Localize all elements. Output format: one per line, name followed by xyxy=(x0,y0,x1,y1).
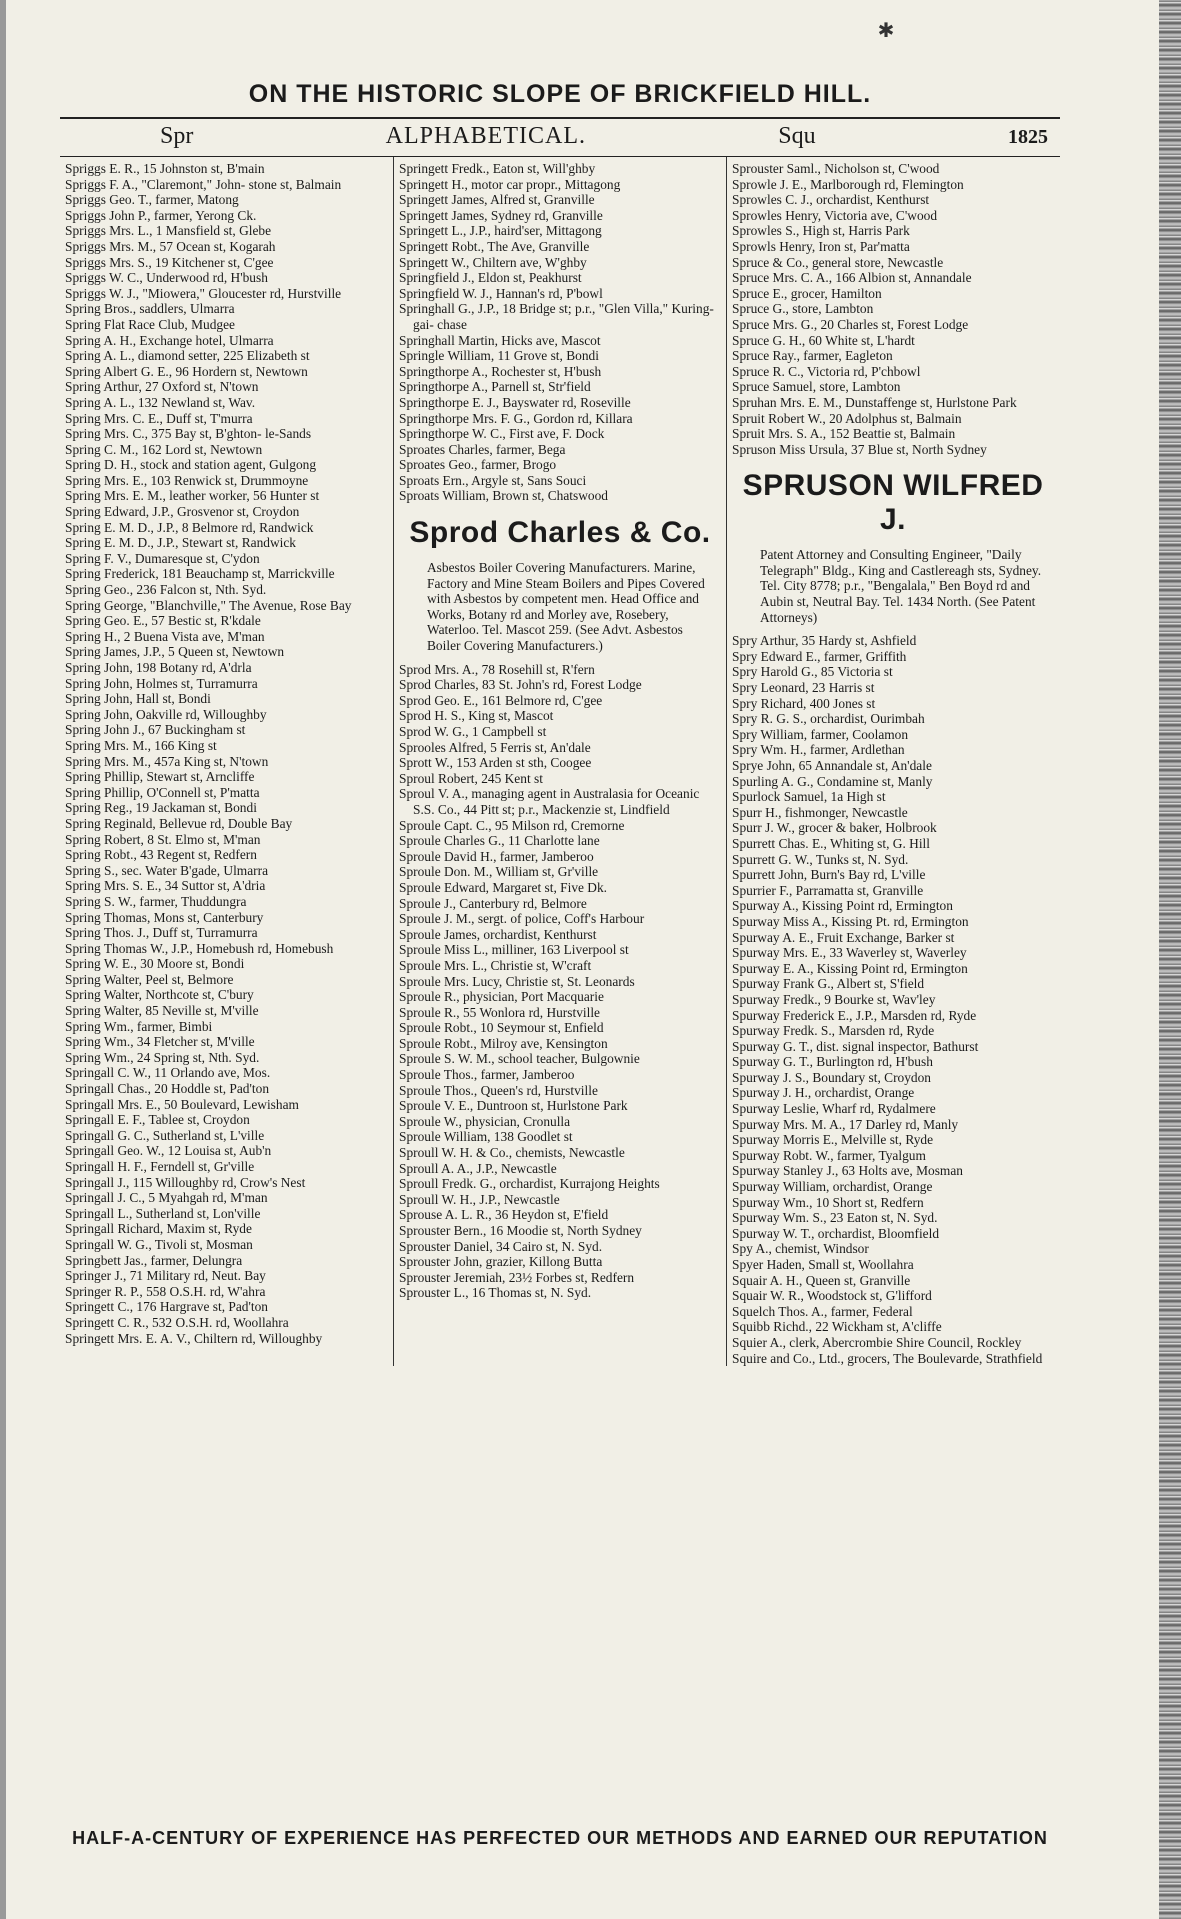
directory-entry: Springthorpe W. C., First ave, F. Dock xyxy=(399,426,605,442)
directory-entry: Spring Bros., saddlers, Ulmarra xyxy=(65,301,235,317)
directory-entry: Springall Chas., 20 Hoddle st, Pad'ton xyxy=(65,1081,270,1097)
directory-entry: Spring Robt., 43 Regent st, Redfern xyxy=(65,847,257,863)
directory-entry: Spruce R. C., Victoria rd, P'chbowl xyxy=(732,363,921,379)
directory-entry: Springall J. C., 5 Myahgah rd, M'man xyxy=(65,1190,268,1206)
directory-entry: Spurway Stanley J., 63 Holts ave, Mosman xyxy=(732,1163,963,1179)
directory-entry: Springall C. W., 11 Orlando ave, Mos. xyxy=(65,1065,271,1081)
directory-entry: Spring Walter, 85 Neville st, M'ville xyxy=(65,1003,259,1019)
directory-entry: Spruhan Mrs. E. M., Dunstaffenge st, Hurlstone Park xyxy=(732,394,1017,410)
directory-entry: Squelch Thos. A., farmer, Federal xyxy=(732,1303,913,1319)
directory-entry: Spriggs Mrs. S., 19 Kitchener st, C'gee xyxy=(65,254,274,270)
directory-entry: Spriggs F. A., "Claremont," John- stone st, Balmain xyxy=(65,176,342,192)
directory-entry: Spruce Mrs. G., 20 Charles st, Forest Lodge xyxy=(732,316,969,332)
directory-entry: Spurlock Samuel, 1a High st xyxy=(732,789,886,805)
directory-entry: Spurrett G. W., Tunks st, N. Syd. xyxy=(732,851,909,867)
directory-entry: Spry Leonard, 23 Harris st xyxy=(732,680,875,696)
directory-entry: Springett Mrs. E. A. V., Chiltern rd, Willoughby xyxy=(65,1330,323,1346)
directory-entry: Spring Mrs. E., 103 Renwick st, Drummoyne xyxy=(65,472,309,488)
directory-entry: Spurway G. T., dist. signal inspector, Bathurst xyxy=(732,1038,979,1054)
page-right-edge xyxy=(1159,0,1181,1919)
directory-entry: Spurway Fredk., 9 Bourke st, Wav'ley xyxy=(732,991,936,1007)
directory-entry: Springett C. R., 532 O.S.H. rd, Woollahra xyxy=(65,1314,289,1330)
directory-entry: Sproule Mrs. Lucy, Christie st, St. Leonards xyxy=(399,973,635,989)
directory-entry: Spriggs W. J., "Miowera," Gloucester rd, Hurstville xyxy=(65,285,342,301)
column-2 xyxy=(393,157,726,1366)
directory-entry: Springhall G., J.P., 18 Bridge st; p.r., "Glen Villa," Kuring-gai- chase xyxy=(399,301,714,332)
directory-entry: Spriggs W. C., Underwood rd, H'bush xyxy=(65,270,268,286)
directory-entry: Spring Arthur, 27 Oxford st, N'town xyxy=(65,379,259,395)
directory-entry: Spurway E. A., Kissing Point rd, Ermington xyxy=(732,960,968,976)
directory-entry: Sprouster L., 16 Thomas st, N. Syd. xyxy=(399,1285,592,1301)
directory-entry: Spring Reg., 19 Jackaman st, Bondi xyxy=(65,800,257,816)
column-3-bottom xyxy=(732,633,1054,1366)
directory-entry: Spring Reginald, Bellevue rd, Double Bay xyxy=(65,815,293,831)
directory-entry: Sprod H. S., King st, Mascot xyxy=(399,708,554,724)
directory-entry: Springett H., motor car propr., Mittagong xyxy=(399,176,621,192)
directory-entry: Spring Thomas W., J.P., Homebush rd, Homebush xyxy=(65,940,334,956)
directory-entry: Spurr J. W., grocer & baker, Holbrook xyxy=(732,820,937,836)
directory-entry: Spurway William, orchardist, Orange xyxy=(732,1179,933,1195)
running-head-center: ALPHABETICAL. xyxy=(385,123,586,149)
directory-entry: Spurway A. E., Fruit Exchange, Barker st xyxy=(732,929,955,945)
directory-entry: Sproul V. A., managing agent in Australasia for Oceanic S.S. Co., 44 Pitt st; p.r., Mackenzie st, Lindfield xyxy=(399,786,700,817)
directory-entry: Springthorpe A., Rochester st, H'bush xyxy=(399,363,602,379)
directory-entry: Sprowles Henry, Victoria ave, C'wood xyxy=(732,207,938,223)
directory-entry: Spring Geo., 236 Falcon st, Nth. Syd. xyxy=(65,582,267,598)
directory-entry: Sproule R., 55 Wonlora rd, Hurstville xyxy=(399,1004,601,1020)
directory-entry: Squair W. R., Woodstock st, G'lifford xyxy=(732,1288,932,1304)
directory-entry: Springett Robt., The Ave, Granville xyxy=(399,238,590,254)
directory-entry: Spring Albert G. E., 96 Hordern st, Newtown xyxy=(65,363,308,379)
directory-entry: Sprowle J. E., Marlborough rd, Flemington xyxy=(732,176,964,192)
directory-entry: Spurway Mrs. M. A., 17 Darley rd, Manly xyxy=(732,1116,959,1132)
directory-entry: Spruce G. H., 60 White st, L'hardt xyxy=(732,332,915,348)
column-2-bottom xyxy=(399,662,721,1301)
directory-entry: Spring John, Holmes st, Turramurra xyxy=(65,675,258,691)
directory-entry: Sproule W., physician, Cronulla xyxy=(399,1113,571,1129)
directory-entry: Spurrett John, Burn's Bay rd, L'ville xyxy=(732,867,926,883)
directory-entry: Spring Mrs. S. E., 34 Suttor st, A'dria xyxy=(65,878,266,894)
directory-entry: Springthorpe E. J., Bayswater rd, Roseville xyxy=(399,394,631,410)
directory-entry: Sprowles S., High st, Harris Park xyxy=(732,223,910,239)
directory-entry: Spurway W. T., orchardist, Bloomfield xyxy=(732,1225,940,1241)
directory-entry: Springall Richard, Maxim st, Ryde xyxy=(65,1221,252,1237)
directory-entry: Spring Frederick, 181 Beauchamp st, Marrickville xyxy=(65,566,335,582)
directory-entry: Springall W. G., Tivoli st, Mosman xyxy=(65,1236,253,1252)
directory-entry: Sproule Edward, Margaret st, Five Dk. xyxy=(399,879,608,895)
directory-entry: Spurway Wm. S., 23 Eaton st, N. Syd. xyxy=(732,1210,938,1226)
directory-page xyxy=(60,80,1060,1860)
directory-entry: Spurr H., fishmonger, Newcastle xyxy=(732,804,908,820)
directory-entry: Springett C., 176 Hargrave st, Pad'ton xyxy=(65,1299,269,1315)
spruson-ad-body: Patent Attorney and Consulting Engineer, "Daily Telegraph" Bldg., King and Castlereagh sts, Sydney. Tel. City 8778; p.r., "Bengalala," Ben Boyd rd and Aubin st, Neutral Bay. Tel. 1434 North. (See Patent Attorneys) xyxy=(760,547,1042,625)
directory-entry: Springbett Jas., farmer, Delungra xyxy=(65,1252,243,1268)
directory-entry: Spring Mrs. C., 375 Bay st, B'ghton- le-Sands xyxy=(65,426,312,442)
directory-entry: Spurway Mrs. E., 33 Waverley st, Waverley xyxy=(732,945,967,961)
directory-entry: Spurway J. H., orchardist, Orange xyxy=(732,1085,915,1101)
directory-entry: Spring S., sec. Water B'gade, Ulmarra xyxy=(65,862,269,878)
directory-entry: Spring F. V., Dumaresque st, C'ydon xyxy=(65,550,260,566)
directory-entry: Spring C. M., 162 Lord st, Newtown xyxy=(65,441,263,457)
directory-entry: Sproule Don. M., William st, Gr'ville xyxy=(399,864,599,880)
directory-entry: Spruce Samuel, store, Lambton xyxy=(732,379,901,395)
directory-entry: Spring Edward, J.P., Grosvenor st, Croydon xyxy=(65,504,300,520)
directory-entry: Spring Wm., farmer, Bimbi xyxy=(65,1018,213,1034)
directory-entry: Spurway Leslie, Wharf rd, Rydalmere xyxy=(732,1101,936,1117)
directory-entry: Springall H. F., Ferndell st, Gr'ville xyxy=(65,1159,255,1174)
directory-entry: Sproull A. A., J.P., Newcastle xyxy=(399,1160,557,1176)
directory-entry: Spurway Frank G., Albert st, S'field xyxy=(732,976,925,992)
directory-entry: Spring S. W., farmer, Thuddungra xyxy=(65,893,247,909)
directory-entry: Springthorpe A., Parnell st, Str'field xyxy=(399,379,591,395)
directory-entry: Spring John, Oakville rd, Willoughby xyxy=(65,706,267,722)
directory-entry: Squibb Richd., 22 Wickham st, A'cliffe xyxy=(732,1319,942,1335)
directory-entry: Spriggs Mrs. M., 57 Ocean st, Kogarah xyxy=(65,238,276,254)
directory-entry: Sprouster Saml., Nicholson st, C'wood xyxy=(732,161,940,176)
directory-entry: Springall E. F., Tablee st, Croydon xyxy=(65,1112,250,1128)
directory-entry: Sproule Robt., 10 Seymour st, Enfield xyxy=(399,1020,604,1036)
directory-entry: Sprowles C. J., orchardist, Kenthurst xyxy=(732,192,930,208)
directory-entry: Springer J., 71 Military rd, Neut. Bay xyxy=(65,1268,266,1284)
directory-entry: Springall Mrs. E., 50 Boulevard, Lewisham xyxy=(65,1096,299,1112)
directory-entry: Sproule Charles G., 11 Charlotte lane xyxy=(399,833,600,849)
directory-entry: Spring Mrs. E. M., leather worker, 56 Hunter st xyxy=(65,488,320,504)
directory-entry: Springett James, Sydney rd, Granville xyxy=(399,207,603,223)
directory-entry: Springfield J., Eldon st, Peakhurst xyxy=(399,270,582,286)
directory-entry: Spry Arthur, 35 Hardy st, Ashfield xyxy=(732,633,917,649)
directory-entry: Spurway Miss A., Kissing Pt. rd, Ermington xyxy=(732,913,969,929)
sprod-ad-title: Sprod Charles & Co. xyxy=(409,516,711,550)
directory-entry: Spring Wm., 34 Fletcher st, M'ville xyxy=(65,1034,255,1050)
directory-entry: Sproull W. H. & Co., chemists, Newcastle xyxy=(399,1145,625,1161)
directory-entry: Spy A., chemist, Windsor xyxy=(732,1241,869,1257)
directory-entry: Sproats William, Brown st, Chatswood xyxy=(399,488,608,504)
directory-entry: Spry Wm. H., farmer, Ardlethan xyxy=(732,742,905,758)
directory-entry: Sproule Thos., Queen's rd, Hurstville xyxy=(399,1082,598,1098)
directory-entry: Sprod W. G., 1 Campbell st xyxy=(399,724,547,739)
directory-entry: Sproule S. W. M., school teacher, Bulgownie xyxy=(399,1051,640,1067)
directory-entry: Sprowls Henry, Iron st, Par'matta xyxy=(732,238,910,254)
directory-entry: Springle William, 11 Grove st, Bondi xyxy=(399,348,599,364)
directory-entry: Spurway A., Kissing Point rd, Ermington xyxy=(732,898,953,914)
directory-entry: Spring Geo. E., 57 Bestic st, R'kdale xyxy=(65,613,261,629)
directory-entry: Spring Walter, Northcote st, C'bury xyxy=(65,987,254,1003)
directory-entry: Sprod Geo. E., 161 Belmore rd, C'gee xyxy=(399,692,603,708)
directory-entry: Sprouster John, grazier, Killong Butta xyxy=(399,1254,603,1270)
directory-entry: Spurway J. S., Boundary st, Croydon xyxy=(732,1069,932,1085)
directory-entry: Springett Fredk., Eaton st, Will'ghby xyxy=(399,161,596,176)
directory-entry: Sproule V. E., Duntroon st, Hurlstone Park xyxy=(399,1098,628,1114)
bottom-banner: HALF-A-CENTURY OF EXPERIENCE HAS PERFECTED OUR METHODS AND EARNED OUR REPUTATION xyxy=(72,1828,1048,1848)
top-banner: ON THE HISTORIC SLOPE OF BRICKFIELD HILL. xyxy=(248,80,872,108)
directory-entry: Spriggs John P., farmer, Yerong Ck. xyxy=(65,207,257,223)
column-1 xyxy=(60,157,393,1366)
directory-entry: Spring A. L., 132 Newland st, Wav. xyxy=(65,394,256,410)
directory-entry: Sproull W. H., J.P., Newcastle xyxy=(399,1191,560,1207)
directory-entry: Sproule J. M., sergt. of police, Coff's Harbour xyxy=(399,911,645,927)
directory-entry: Springhall Martin, Hicks ave, Mascot xyxy=(399,332,601,348)
directory-entry: Sproule William, 138 Goodlet st xyxy=(399,1129,573,1145)
directory-entry: Sproule Thos., farmer, Jamberoo xyxy=(399,1067,575,1083)
directory-entry: Spring H., 2 Buena Vista ave, M'man xyxy=(65,628,265,644)
directory-entry: Sprouster Bern., 16 Moodie st, North Sydney xyxy=(399,1223,642,1238)
directory-entry: Sproates Charles, farmer, Bega xyxy=(399,441,566,457)
directory-entry: Spruce & Co., general store, Newcastle xyxy=(732,254,944,270)
directory-entry: Sprod Mrs. A., 78 Rosehill st, R'fern xyxy=(399,661,595,677)
directory-entry: Squier A., clerk, Abercrombie Shire Council, Rockley xyxy=(732,1334,1022,1350)
directory-entry: Spruce E., grocer, Hamilton xyxy=(732,285,882,301)
directory-entry: Spurway Wm., 10 Short st, Redfern xyxy=(732,1194,924,1210)
directory-entry: Sproates Geo., farmer, Brogo xyxy=(399,457,557,473)
directory-entry: Spring Walter, Peel st, Belmore xyxy=(65,971,234,987)
directory-entry: Spring W. E., 30 Moore st, Bondi xyxy=(65,956,245,972)
directory-entry: Spring Thomas, Mons st, Canterbury xyxy=(65,909,264,925)
column-2-top xyxy=(399,161,721,504)
directory-entry: Spring Mrs. M., 457a King st, N'town xyxy=(65,753,269,769)
directory-entry: Sproule Capt. C., 95 Milson rd, Cremorne xyxy=(399,817,625,833)
directory-entry: Spruit Robert W., 20 Adolphus st, Balmain xyxy=(732,410,962,426)
column-3 xyxy=(726,157,1059,1366)
directory-entry: Sproule R., physician, Port Macquarie xyxy=(399,989,604,1005)
directory-entry: Spyer Haden, Small st, Woollahra xyxy=(732,1257,914,1272)
directory-entry: Spurling A. G., Condamine st, Manly xyxy=(732,773,933,789)
directory-entry: Spriggs E. R., 15 Johnston st, B'main xyxy=(65,161,265,176)
spruson-ad-title: SPRUSON WILFRED J. xyxy=(742,469,1044,537)
directory-entry: Sprouse A. L. R., 36 Heydon st, E'field xyxy=(399,1207,609,1223)
directory-entry: Sproule Mrs. L., Christie st, W'craft xyxy=(399,957,592,973)
directory-entry: Sprouster Daniel, 34 Cairo st, N. Syd. xyxy=(399,1238,603,1254)
directory-entry: Spruit Mrs. S. A., 152 Beattie st, Balmain xyxy=(732,426,956,442)
directory-entry: Spry William, farmer, Coolamon xyxy=(732,726,909,742)
directory-entry: Spurway Fredk. S., Marsden rd, Ryde xyxy=(732,1023,935,1039)
ink-blot-mark: ✱ xyxy=(877,20,895,42)
directory-entry: Springall J., 115 Willoughby rd, Crow's Nest xyxy=(65,1174,306,1190)
directory-entry: Spring Flat Race Club, Mudgee xyxy=(65,316,235,332)
directory-entry: Spring Robert, 8 St. Elmo st, M'man xyxy=(65,831,261,847)
directory-entry: Spring Thos. J., Duff st, Turramurra xyxy=(65,925,258,941)
directory-entry: Spruce Ray., farmer, Eagleton xyxy=(732,348,893,364)
directory-entry: Spring A. H., Exchange hotel, Ulmarra xyxy=(65,332,274,348)
directory-entry: Spring E. M. D., J.P., 8 Belmore rd, Randwick xyxy=(65,519,314,535)
directory-entry: Spring John, Hall st, Bondi xyxy=(65,691,211,707)
directory-entry: Spry Harold G., 85 Victoria st xyxy=(732,664,893,680)
directory-entry: Spring Wm., 24 Spring st, Nth. Syd. xyxy=(65,1049,260,1065)
directory-entry: Spring John, 198 Botany rd, A'drla xyxy=(65,660,252,675)
directory-entry: Spurway Robt. W., farmer, Tyalgum xyxy=(732,1147,926,1163)
running-head xyxy=(60,119,1060,152)
directory-entry: Sproule Robt., Milroy ave, Kensington xyxy=(399,1035,608,1051)
directory-entry: Springett W., Chiltern ave, W'ghby xyxy=(399,254,587,270)
column-3-top xyxy=(732,161,1054,457)
directory-entry: Spruce G., store, Lambton xyxy=(732,301,874,317)
directory-entry: Spring D. H., stock and station agent, Gulgong xyxy=(65,457,317,473)
directory-entry: Spriggs Mrs. L., 1 Mansfield st, Glebe xyxy=(65,223,272,239)
directory-entry: Sproule David H., farmer, Jamberoo xyxy=(399,848,594,864)
sprod-ad-body: Asbestos Boiler Covering Manufacturers. Marine, Factory and Mine Steam Boilers and Pipes Covered with Asbestos by competent men. Head Office and Works, Botany rd and Morley ave, Rosebery, Waterloo. Tel. Mascot 259. (See Advt. Asbestos Boiler Covering Manufacturers.) xyxy=(427,560,705,654)
directory-entry: Sproul Robert, 245 Kent st xyxy=(399,770,543,786)
directory-entry: Springer R. P., 558 O.S.H. rd, W'ahra xyxy=(65,1283,266,1299)
directory-entry: Spruce Mrs. C. A., 166 Albion st, Annandale xyxy=(732,270,972,286)
directory-entry: Sproule Miss L., milliner, 163 Liverpool st xyxy=(399,942,629,958)
directory-entry: Spring Phillip, O'Connell st, P'matta xyxy=(65,784,260,800)
page-left-edge xyxy=(0,0,6,1919)
directory-entry: Springall L., Sutherland st, Lon'ville xyxy=(65,1205,261,1221)
directory-entry: Spring George, "Blanchville," The Avenue, Rose Bay xyxy=(65,597,352,613)
running-head-left: Spr xyxy=(160,123,194,149)
directory-entry: Sprye John, 65 Annandale st, An'dale xyxy=(732,758,932,773)
directory-entry: Spry Richard, 400 Jones st xyxy=(732,695,876,711)
directory-entry: Squire and Co., Ltd., grocers, The Boulevarde, Strathfield xyxy=(732,1350,1043,1366)
directory-entry: Spurway Morris E., Melville st, Ryde xyxy=(732,1132,934,1148)
directory-entry: Springall G. C., Sutherland st, L'ville xyxy=(65,1127,265,1143)
directory-entry: Sprott W., 153 Arden st sth, Coogee xyxy=(399,755,592,771)
columns xyxy=(60,156,1060,1366)
directory-entry: Spurway Frederick E., J.P., Marsden rd, Ryde xyxy=(732,1007,977,1023)
directory-entry: Spring James, J.P., 5 Queen st, Newtown xyxy=(65,644,285,660)
directory-entry: Sprooles Alfred, 5 Ferris st, An'dale xyxy=(399,739,591,755)
directory-entry: Spurway G. T., Burlington rd, H'bush xyxy=(732,1054,933,1070)
page-number: 1825 xyxy=(1007,126,1048,148)
directory-entry: Spring E. M. D., J.P., Stewart st, Randwick xyxy=(65,535,296,551)
directory-entry: Sproull Fredk. G., orchardist, Kurrajong Heights xyxy=(399,1176,660,1192)
directory-entry: Spring A. L., diamond setter, 225 Elizabeth st xyxy=(65,348,310,364)
directory-entry: Spring John J., 67 Buckingham st xyxy=(65,722,246,738)
directory-entry: Sproule James, orchardist, Kenthurst xyxy=(399,926,597,942)
directory-entry: Sprouster Jeremiah, 23½ Forbes st, Redfern xyxy=(399,1269,635,1285)
directory-entry: Springall Geo. W., 12 Louisa st, Aub'n xyxy=(65,1143,272,1159)
directory-entry: Spriggs Geo. T., farmer, Matong xyxy=(65,192,239,208)
running-head-right: Squ xyxy=(778,123,816,149)
directory-entry: Springett James, Alfred st, Granville xyxy=(399,192,595,208)
directory-entry: Spry R. G. S., orchardist, Ourimbah xyxy=(732,711,925,727)
directory-entry: Spruson Miss Ursula, 37 Blue st, North Sydney xyxy=(732,441,987,457)
directory-entry: Spring Phillip, Stewart st, Arncliffe xyxy=(65,769,255,785)
directory-entry: Sproats Ern., Argyle st, Sans Souci xyxy=(399,472,587,488)
directory-entry: Springfield W. J., Hannan's rd, P'bowl xyxy=(399,285,603,301)
directory-entry: Spurrier F., Parramatta st, Granville xyxy=(732,882,924,898)
directory-entry: Spurrett Chas. E., Whiting st, G. Hill xyxy=(732,835,931,851)
directory-entry: Spring Mrs. C. E., Duff st, T'murra xyxy=(65,410,253,426)
directory-entry: Sproule J., Canterbury rd, Belmore xyxy=(399,895,587,911)
directory-entry: Spring Mrs. M., 166 King st xyxy=(65,737,217,753)
directory-entry: Springthorpe Mrs. F. G., Gordon rd, Killara xyxy=(399,410,633,426)
directory-entry: Springett L., J.P., haird'ser, Mittagong xyxy=(399,223,602,239)
directory-entry: Sprod Charles, 83 St. John's rd, Forest Lodge xyxy=(399,677,642,693)
directory-entry: Squair A. H., Queen st, Granville xyxy=(732,1272,911,1288)
directory-entry: Spry Edward E., farmer, Griffith xyxy=(732,648,907,664)
